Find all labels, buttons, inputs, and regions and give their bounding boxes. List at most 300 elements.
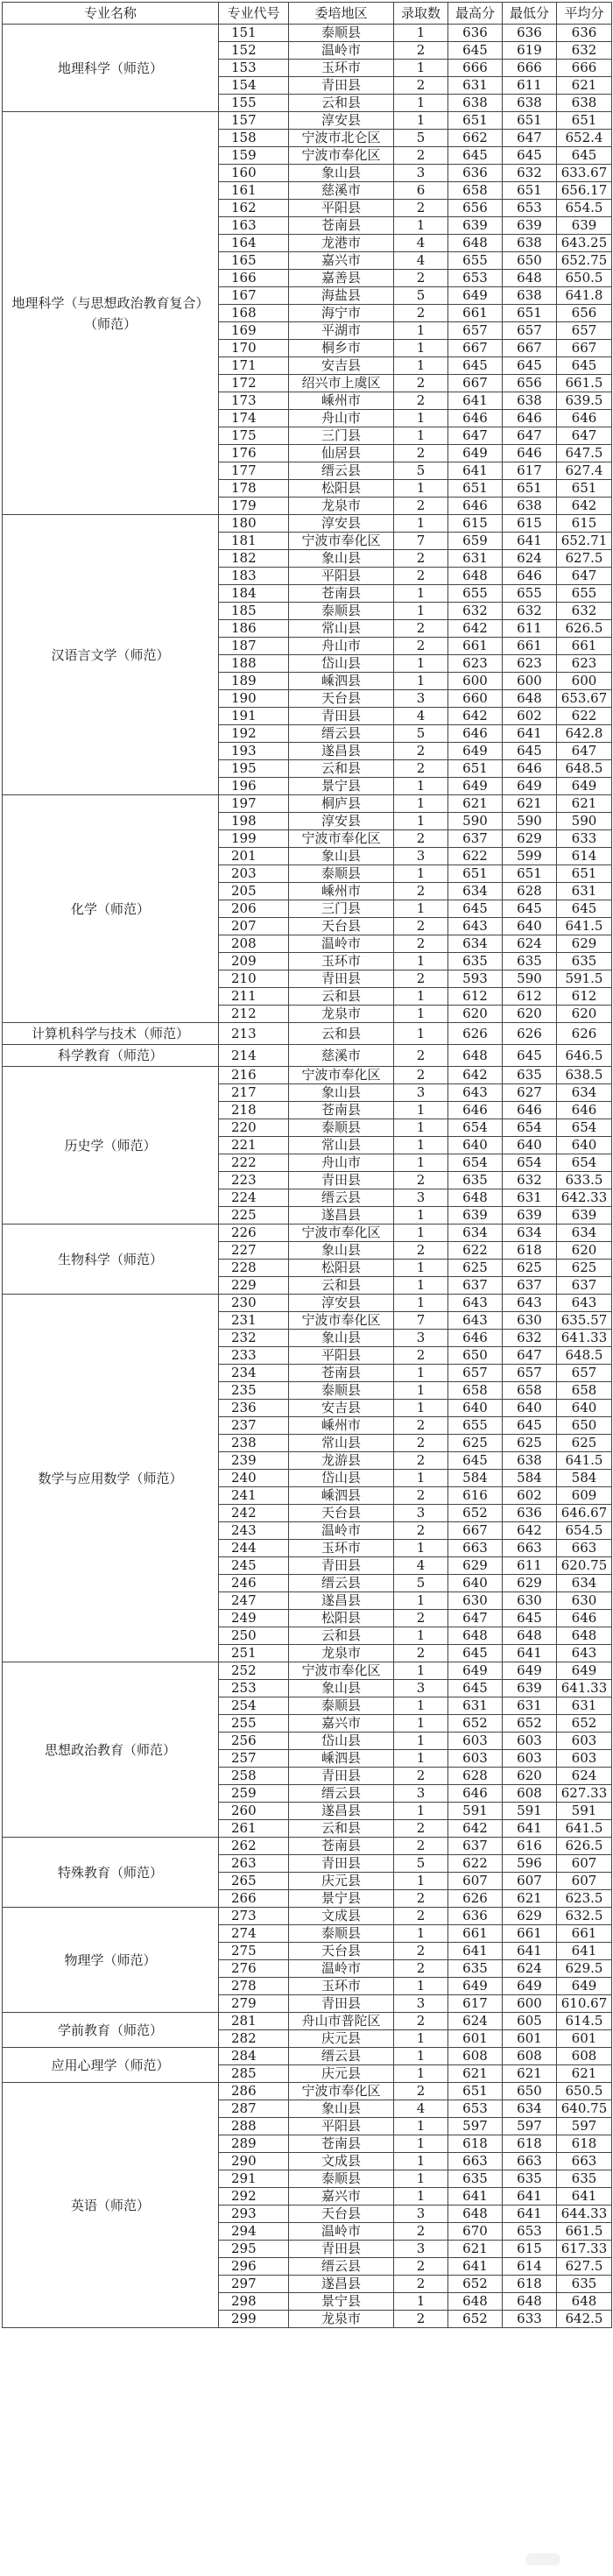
lowest-score-cell: 642 bbox=[503, 1522, 557, 1540]
major-code-cell: 161 bbox=[219, 182, 289, 200]
average-score-cell: 637 bbox=[557, 1277, 612, 1295]
major-code-cell: 185 bbox=[219, 603, 289, 620]
major-code-cell: 233 bbox=[219, 1347, 289, 1365]
average-score-cell: 634 bbox=[557, 1084, 612, 1102]
highest-score-cell: 603 bbox=[448, 1750, 503, 1768]
highest-score-cell: 649 bbox=[448, 445, 503, 462]
average-score-cell: 667 bbox=[557, 340, 612, 357]
lowest-score-cell: 640 bbox=[503, 1400, 557, 1417]
major-code-cell: 193 bbox=[219, 743, 289, 760]
lowest-score-cell: 651 bbox=[503, 182, 557, 200]
training-area-cell: 天台县 bbox=[289, 1505, 394, 1522]
highest-score-cell: 659 bbox=[448, 533, 503, 550]
lowest-score-cell: 657 bbox=[503, 1365, 557, 1382]
lowest-score-cell: 630 bbox=[503, 1592, 557, 1610]
major-code-cell: 190 bbox=[219, 690, 289, 708]
major-code-cell: 181 bbox=[219, 533, 289, 550]
training-area-cell: 泰顺县 bbox=[289, 1382, 394, 1400]
highest-score-cell: 616 bbox=[448, 1487, 503, 1505]
admitted-count-cell: 2 bbox=[394, 1417, 448, 1435]
admitted-count-cell: 2 bbox=[394, 1487, 448, 1505]
lowest-score-cell: 653 bbox=[503, 200, 557, 217]
admitted-count-cell: 1 bbox=[394, 655, 448, 673]
average-score-cell: 658 bbox=[557, 1382, 612, 1400]
major-code-cell: 170 bbox=[219, 340, 289, 357]
major-code-cell: 189 bbox=[219, 673, 289, 690]
training-area-cell: 宁波市奉化区 bbox=[289, 147, 394, 165]
admitted-count-cell: 2 bbox=[394, 1045, 448, 1067]
lowest-score-cell: 608 bbox=[503, 2048, 557, 2065]
lowest-score-cell: 632 bbox=[503, 603, 557, 620]
admitted-count-cell: 2 bbox=[394, 2013, 448, 2030]
major-code-cell: 240 bbox=[219, 1470, 289, 1487]
training-area-cell: 庆元县 bbox=[289, 1873, 394, 1890]
highest-score-cell: 652 bbox=[448, 1715, 503, 1733]
training-area-cell: 遂昌县 bbox=[289, 1207, 394, 1224]
training-area-cell: 松阳县 bbox=[289, 1260, 394, 1277]
admitted-count-cell: 2 bbox=[394, 1435, 448, 1452]
table-row bbox=[3, 2083, 612, 2100]
average-score-cell: 632 bbox=[557, 603, 612, 620]
major-name-cell: 历史学（师范） bbox=[3, 1067, 219, 1224]
admitted-count-cell: 3 bbox=[394, 1680, 448, 1697]
lowest-score-cell: 628 bbox=[503, 883, 557, 900]
highest-score-cell: 645 bbox=[448, 900, 503, 918]
highest-score-cell: 658 bbox=[448, 1382, 503, 1400]
average-score-cell: 646.5 bbox=[557, 1045, 612, 1067]
training-area-cell: 海宁市 bbox=[289, 305, 394, 322]
training-area-cell: 平湖市 bbox=[289, 322, 394, 340]
major-code-cell: 212 bbox=[219, 1006, 289, 1023]
major-code-cell: 167 bbox=[219, 287, 289, 305]
highest-score-cell: 641 bbox=[448, 2258, 503, 2276]
lowest-score-cell: 631 bbox=[503, 1189, 557, 1207]
average-score-cell: 635 bbox=[557, 2170, 612, 2188]
admitted-count-cell: 1 bbox=[394, 1154, 448, 1172]
highest-score-cell: 641 bbox=[448, 1943, 503, 1960]
training-area-cell: 嵊泗县 bbox=[289, 1487, 394, 1505]
major-code-cell: 183 bbox=[219, 568, 289, 585]
highest-score-cell: 642 bbox=[448, 1067, 503, 1084]
highest-score-cell: 638 bbox=[448, 95, 503, 112]
average-score-cell: 647 bbox=[557, 427, 612, 445]
highest-score-cell: 630 bbox=[448, 1592, 503, 1610]
average-score-cell: 640 bbox=[557, 1400, 612, 1417]
major-code-cell: 179 bbox=[219, 498, 289, 515]
admitted-count-cell: 3 bbox=[394, 2205, 448, 2223]
average-score-cell: 627.5 bbox=[557, 2258, 612, 2276]
admitted-count-cell: 1 bbox=[394, 795, 448, 813]
training-area-cell: 常山县 bbox=[289, 1435, 394, 1452]
lowest-score-cell: 625 bbox=[503, 1260, 557, 1277]
admitted-count-cell: 4 bbox=[394, 708, 448, 725]
lowest-score-cell: 646 bbox=[503, 568, 557, 585]
admitted-count-cell: 2 bbox=[394, 1347, 448, 1365]
highest-score-cell: 642 bbox=[448, 708, 503, 725]
average-score-cell: 632.5 bbox=[557, 1908, 612, 1925]
lowest-score-cell: 624 bbox=[503, 935, 557, 953]
highest-score-cell: 635 bbox=[448, 2170, 503, 2188]
highest-score-cell: 639 bbox=[448, 217, 503, 235]
highest-score-cell: 645 bbox=[448, 357, 503, 375]
average-score-cell: 643.25 bbox=[557, 235, 612, 252]
lowest-score-cell: 620 bbox=[503, 1768, 557, 1785]
lowest-score-cell: 655 bbox=[503, 585, 557, 603]
training-area-cell: 嵊泗县 bbox=[289, 1750, 394, 1768]
admitted-count-cell: 1 bbox=[394, 2153, 448, 2170]
admitted-count-cell: 1 bbox=[394, 1260, 448, 1277]
highest-score-cell: 622 bbox=[448, 848, 503, 865]
average-score-cell: 663 bbox=[557, 1540, 612, 1557]
lowest-score-cell: 647 bbox=[503, 130, 557, 147]
admitted-count-cell: 2 bbox=[394, 1838, 448, 1855]
average-score-cell: 629.5 bbox=[557, 1960, 612, 1978]
average-score-cell: 654 bbox=[557, 1154, 612, 1172]
major-code-cell: 228 bbox=[219, 1260, 289, 1277]
major-code-cell: 256 bbox=[219, 1733, 289, 1750]
major-code-cell: 261 bbox=[219, 1820, 289, 1838]
lowest-score-cell: 601 bbox=[503, 2030, 557, 2048]
major-code-cell: 263 bbox=[219, 1855, 289, 1873]
lowest-score-cell: 635 bbox=[503, 953, 557, 970]
header-major-name: 专业名称 bbox=[3, 3, 219, 25]
highest-score-cell: 666 bbox=[448, 60, 503, 77]
average-score-cell: 621 bbox=[557, 2065, 612, 2083]
average-score-cell: 609 bbox=[557, 1487, 612, 1505]
admitted-count-cell: 1 bbox=[394, 1365, 448, 1382]
average-score-cell: 621 bbox=[557, 77, 612, 95]
admitted-count-cell: 2 bbox=[394, 2083, 448, 2100]
major-code-cell: 196 bbox=[219, 778, 289, 795]
major-code-cell: 158 bbox=[219, 130, 289, 147]
major-code-cell: 159 bbox=[219, 147, 289, 165]
admitted-count-cell: 3 bbox=[394, 1785, 448, 1803]
admitted-count-cell: 4 bbox=[394, 235, 448, 252]
major-code-cell: 232 bbox=[219, 1330, 289, 1347]
average-score-cell: 590 bbox=[557, 813, 612, 830]
average-score-cell: 652.4 bbox=[557, 130, 612, 147]
lowest-score-cell: 602 bbox=[503, 708, 557, 725]
average-score-cell: 641.8 bbox=[557, 287, 612, 305]
table-row bbox=[3, 25, 612, 42]
admitted-count-cell: 1 bbox=[394, 1277, 448, 1295]
lowest-score-cell: 637 bbox=[503, 1277, 557, 1295]
average-score-cell: 639.5 bbox=[557, 392, 612, 410]
training-area-cell: 宁波市北仑区 bbox=[289, 130, 394, 147]
lowest-score-cell: 605 bbox=[503, 2013, 557, 2030]
major-code-cell: 191 bbox=[219, 708, 289, 725]
highest-score-cell: 651 bbox=[448, 112, 503, 130]
major-code-cell: 221 bbox=[219, 1137, 289, 1154]
average-score-cell: 635 bbox=[557, 953, 612, 970]
highest-score-cell: 634 bbox=[448, 1224, 503, 1242]
average-score-cell: 624 bbox=[557, 1768, 612, 1785]
highest-score-cell: 641 bbox=[448, 462, 503, 480]
average-score-cell: 584 bbox=[557, 1470, 612, 1487]
admitted-count-cell: 5 bbox=[394, 725, 448, 743]
lowest-score-cell: 647 bbox=[503, 427, 557, 445]
lowest-score-cell: 663 bbox=[503, 2153, 557, 2170]
training-area-cell: 青田县 bbox=[289, 1855, 394, 1873]
admitted-count-cell: 1 bbox=[394, 480, 448, 498]
major-code-cell: 276 bbox=[219, 1960, 289, 1978]
lowest-score-cell: 651 bbox=[503, 305, 557, 322]
training-area-cell: 庆元县 bbox=[289, 2030, 394, 2048]
highest-score-cell: 631 bbox=[448, 1697, 503, 1715]
average-score-cell: 630 bbox=[557, 1592, 612, 1610]
admitted-count-cell: 7 bbox=[394, 533, 448, 550]
lowest-score-cell: 626 bbox=[503, 1023, 557, 1045]
major-code-cell: 226 bbox=[219, 1224, 289, 1242]
header-highest-score: 最高分 bbox=[448, 3, 503, 25]
highest-score-cell: 637 bbox=[448, 1838, 503, 1855]
major-name-cell: 数学与应用数学（师范） bbox=[3, 1295, 219, 1662]
lowest-score-cell: 616 bbox=[503, 1838, 557, 1855]
highest-score-cell: 591 bbox=[448, 1803, 503, 1820]
major-code-cell: 246 bbox=[219, 1575, 289, 1592]
training-area-cell: 桐庐县 bbox=[289, 795, 394, 813]
average-score-cell: 625 bbox=[557, 1435, 612, 1452]
major-code-cell: 262 bbox=[219, 1838, 289, 1855]
admitted-count-cell: 1 bbox=[394, 357, 448, 375]
training-area-cell: 宁波市奉化区 bbox=[289, 1224, 394, 1242]
admitted-count-cell: 1 bbox=[394, 515, 448, 533]
admitted-count-cell: 3 bbox=[394, 690, 448, 708]
average-score-cell: 614.5 bbox=[557, 2013, 612, 2030]
lowest-score-cell: 640 bbox=[503, 1137, 557, 1154]
average-score-cell: 643 bbox=[557, 1295, 612, 1312]
average-score-cell: 647 bbox=[557, 568, 612, 585]
major-name-cell: 科学教育（师范） bbox=[3, 1045, 219, 1067]
admitted-count-cell: 1 bbox=[394, 1697, 448, 1715]
lowest-score-cell: 632 bbox=[503, 1172, 557, 1189]
major-code-cell: 291 bbox=[219, 2170, 289, 2188]
admitted-count-cell: 2 bbox=[394, 568, 448, 585]
average-score-cell: 639 bbox=[557, 217, 612, 235]
major-code-cell: 220 bbox=[219, 1119, 289, 1137]
average-score-cell: 646 bbox=[557, 410, 612, 427]
highest-score-cell: 629 bbox=[448, 1557, 503, 1575]
major-code-cell: 241 bbox=[219, 1487, 289, 1505]
training-area-cell: 泰顺县 bbox=[289, 603, 394, 620]
average-score-cell: 647.5 bbox=[557, 445, 612, 462]
average-score-cell: 635 bbox=[557, 2276, 612, 2293]
average-score-cell: 633.5 bbox=[557, 1172, 612, 1189]
average-score-cell: 617.33 bbox=[557, 2241, 612, 2258]
admitted-count-cell: 1 bbox=[394, 1207, 448, 1224]
average-score-cell: 648 bbox=[557, 1627, 612, 1645]
lowest-score-cell: 647 bbox=[503, 1347, 557, 1365]
lowest-score-cell: 624 bbox=[503, 550, 557, 568]
lowest-score-cell: 634 bbox=[503, 2100, 557, 2118]
major-code-cell: 152 bbox=[219, 42, 289, 60]
lowest-score-cell: 638 bbox=[503, 498, 557, 515]
major-code-cell: 260 bbox=[219, 1803, 289, 1820]
lowest-score-cell: 641 bbox=[503, 2188, 557, 2205]
major-code-cell: 252 bbox=[219, 1662, 289, 1680]
average-score-cell: 603 bbox=[557, 1733, 612, 1750]
major-code-cell: 236 bbox=[219, 1400, 289, 1417]
training-area-cell: 龙游县 bbox=[289, 1452, 394, 1470]
highest-score-cell: 648 bbox=[448, 568, 503, 585]
lowest-score-cell: 658 bbox=[503, 1382, 557, 1400]
admitted-count-cell: 2 bbox=[394, 550, 448, 568]
admitted-count-cell: 1 bbox=[394, 2118, 448, 2135]
highest-score-cell: 640 bbox=[448, 1575, 503, 1592]
highest-score-cell: 621 bbox=[448, 795, 503, 813]
major-code-cell: 157 bbox=[219, 112, 289, 130]
table-row bbox=[3, 112, 612, 130]
major-code-cell: 175 bbox=[219, 427, 289, 445]
training-area-cell: 嵊州市 bbox=[289, 1417, 394, 1435]
highest-score-cell: 636 bbox=[448, 1908, 503, 1925]
average-score-cell: 625 bbox=[557, 1260, 612, 1277]
major-name-cell: 物理学（师范） bbox=[3, 1908, 219, 2013]
major-code-cell: 222 bbox=[219, 1154, 289, 1172]
training-area-cell: 泰顺县 bbox=[289, 2170, 394, 2188]
highest-score-cell: 650 bbox=[448, 1347, 503, 1365]
average-score-cell: 634 bbox=[557, 1224, 612, 1242]
table-body bbox=[3, 25, 612, 2328]
average-score-cell: 612 bbox=[557, 988, 612, 1006]
training-area-cell: 青田县 bbox=[289, 1995, 394, 2013]
admitted-count-cell: 2 bbox=[394, 1522, 448, 1540]
header-lowest-score: 最低分 bbox=[503, 3, 557, 25]
admitted-count-cell: 2 bbox=[394, 918, 448, 935]
training-area-cell: 松阳县 bbox=[289, 1610, 394, 1627]
admitted-count-cell: 1 bbox=[394, 1470, 448, 1487]
training-area-cell: 缙云县 bbox=[289, 2048, 394, 2065]
average-score-cell: 647 bbox=[557, 743, 612, 760]
average-score-cell: 650 bbox=[557, 1417, 612, 1435]
lowest-score-cell: 645 bbox=[503, 1610, 557, 1627]
major-name-cell: 生物科学（师范） bbox=[3, 1224, 219, 1295]
major-code-cell: 231 bbox=[219, 1312, 289, 1330]
training-area-cell: 桐乡市 bbox=[289, 340, 394, 357]
major-name-cell: 化学（师范） bbox=[3, 795, 219, 1023]
major-code-cell: 292 bbox=[219, 2188, 289, 2205]
highest-score-cell: 622 bbox=[448, 1855, 503, 1873]
average-score-cell: 661.5 bbox=[557, 375, 612, 392]
training-area-cell: 青田县 bbox=[289, 708, 394, 725]
highest-score-cell: 618 bbox=[448, 2135, 503, 2153]
major-code-cell: 230 bbox=[219, 1295, 289, 1312]
highest-score-cell: 661 bbox=[448, 638, 503, 655]
major-code-cell: 211 bbox=[219, 988, 289, 1006]
lowest-score-cell: 650 bbox=[503, 2083, 557, 2100]
major-code-cell: 296 bbox=[219, 2258, 289, 2276]
admitted-count-cell: 1 bbox=[394, 410, 448, 427]
highest-score-cell: 645 bbox=[448, 147, 503, 165]
training-area-cell: 缙云县 bbox=[289, 1575, 394, 1592]
lowest-score-cell: 645 bbox=[503, 357, 557, 375]
major-code-cell: 274 bbox=[219, 1925, 289, 1943]
major-code-cell: 214 bbox=[219, 1045, 289, 1067]
admitted-count-cell: 2 bbox=[394, 498, 448, 515]
lowest-score-cell: 654 bbox=[503, 1119, 557, 1137]
major-code-cell: 257 bbox=[219, 1750, 289, 1768]
table-row bbox=[3, 1045, 612, 1067]
highest-score-cell: 651 bbox=[448, 760, 503, 778]
average-score-cell: 641 bbox=[557, 2188, 612, 2205]
average-score-cell: 651 bbox=[557, 480, 612, 498]
average-score-cell: 623 bbox=[557, 655, 612, 673]
major-code-cell: 295 bbox=[219, 2241, 289, 2258]
admitted-count-cell: 3 bbox=[394, 1505, 448, 1522]
major-code-cell: 195 bbox=[219, 760, 289, 778]
average-score-cell: 657 bbox=[557, 1365, 612, 1382]
highest-score-cell: 621 bbox=[448, 2065, 503, 2083]
training-area-cell: 安吉县 bbox=[289, 357, 394, 375]
table-row bbox=[3, 1067, 612, 1084]
highest-score-cell: 626 bbox=[448, 1890, 503, 1908]
major-code-cell: 229 bbox=[219, 1277, 289, 1295]
average-score-cell: 634 bbox=[557, 1575, 612, 1592]
admitted-count-cell: 1 bbox=[394, 900, 448, 918]
training-area-cell: 宁波市奉化区 bbox=[289, 1662, 394, 1680]
lowest-score-cell: 636 bbox=[503, 1505, 557, 1522]
training-area-cell: 温岭市 bbox=[289, 42, 394, 60]
average-score-cell: 622 bbox=[557, 708, 612, 725]
header-admitted-count: 录取数 bbox=[394, 3, 448, 25]
lowest-score-cell: 632 bbox=[503, 1330, 557, 1347]
training-area-cell: 仙居县 bbox=[289, 445, 394, 462]
lowest-score-cell: 666 bbox=[503, 60, 557, 77]
highest-score-cell: 620 bbox=[448, 1006, 503, 1023]
average-score-cell: 618 bbox=[557, 2135, 612, 2153]
lowest-score-cell: 639 bbox=[503, 217, 557, 235]
major-code-cell: 265 bbox=[219, 1873, 289, 1890]
highest-score-cell: 584 bbox=[448, 1470, 503, 1487]
major-code-cell: 278 bbox=[219, 1978, 289, 1995]
admitted-count-cell: 1 bbox=[394, 1715, 448, 1733]
average-score-cell: 657 bbox=[557, 322, 612, 340]
admitted-count-cell: 1 bbox=[394, 25, 448, 42]
lowest-score-cell: 633 bbox=[503, 2311, 557, 2328]
lowest-score-cell: 641 bbox=[503, 1943, 557, 1960]
training-area-cell: 象山县 bbox=[289, 165, 394, 182]
training-area-cell: 天台县 bbox=[289, 918, 394, 935]
lowest-score-cell: 635 bbox=[503, 2170, 557, 2188]
admitted-count-cell: 2 bbox=[394, 2223, 448, 2241]
admitted-count-cell: 1 bbox=[394, 2030, 448, 2048]
training-area-cell: 天台县 bbox=[289, 690, 394, 708]
highest-score-cell: 643 bbox=[448, 1295, 503, 1312]
highest-score-cell: 600 bbox=[448, 673, 503, 690]
lowest-score-cell: 615 bbox=[503, 515, 557, 533]
average-score-cell: 633 bbox=[557, 830, 612, 848]
training-area-cell: 象山县 bbox=[289, 1680, 394, 1697]
highest-score-cell: 648 bbox=[448, 1045, 503, 1067]
admitted-count-cell: 7 bbox=[394, 1312, 448, 1330]
training-area-cell: 常山县 bbox=[289, 1137, 394, 1154]
highest-score-cell: 626 bbox=[448, 1023, 503, 1045]
highest-score-cell: 635 bbox=[448, 953, 503, 970]
lowest-score-cell: 652 bbox=[503, 1715, 557, 1733]
highest-score-cell: 612 bbox=[448, 988, 503, 1006]
training-area-cell: 天台县 bbox=[289, 2205, 394, 2223]
admitted-count-cell: 1 bbox=[394, 1925, 448, 1943]
major-code-cell: 293 bbox=[219, 2205, 289, 2223]
lowest-score-cell: 651 bbox=[503, 480, 557, 498]
training-area-cell: 玉环市 bbox=[289, 1978, 394, 1995]
lowest-score-cell: 620 bbox=[503, 1006, 557, 1023]
lowest-score-cell: 641 bbox=[503, 1820, 557, 1838]
average-score-cell: 649 bbox=[557, 778, 612, 795]
major-code-cell: 285 bbox=[219, 2065, 289, 2083]
major-code-cell: 216 bbox=[219, 1067, 289, 1084]
major-name-cell: 特殊教育（师范） bbox=[3, 1838, 219, 1908]
